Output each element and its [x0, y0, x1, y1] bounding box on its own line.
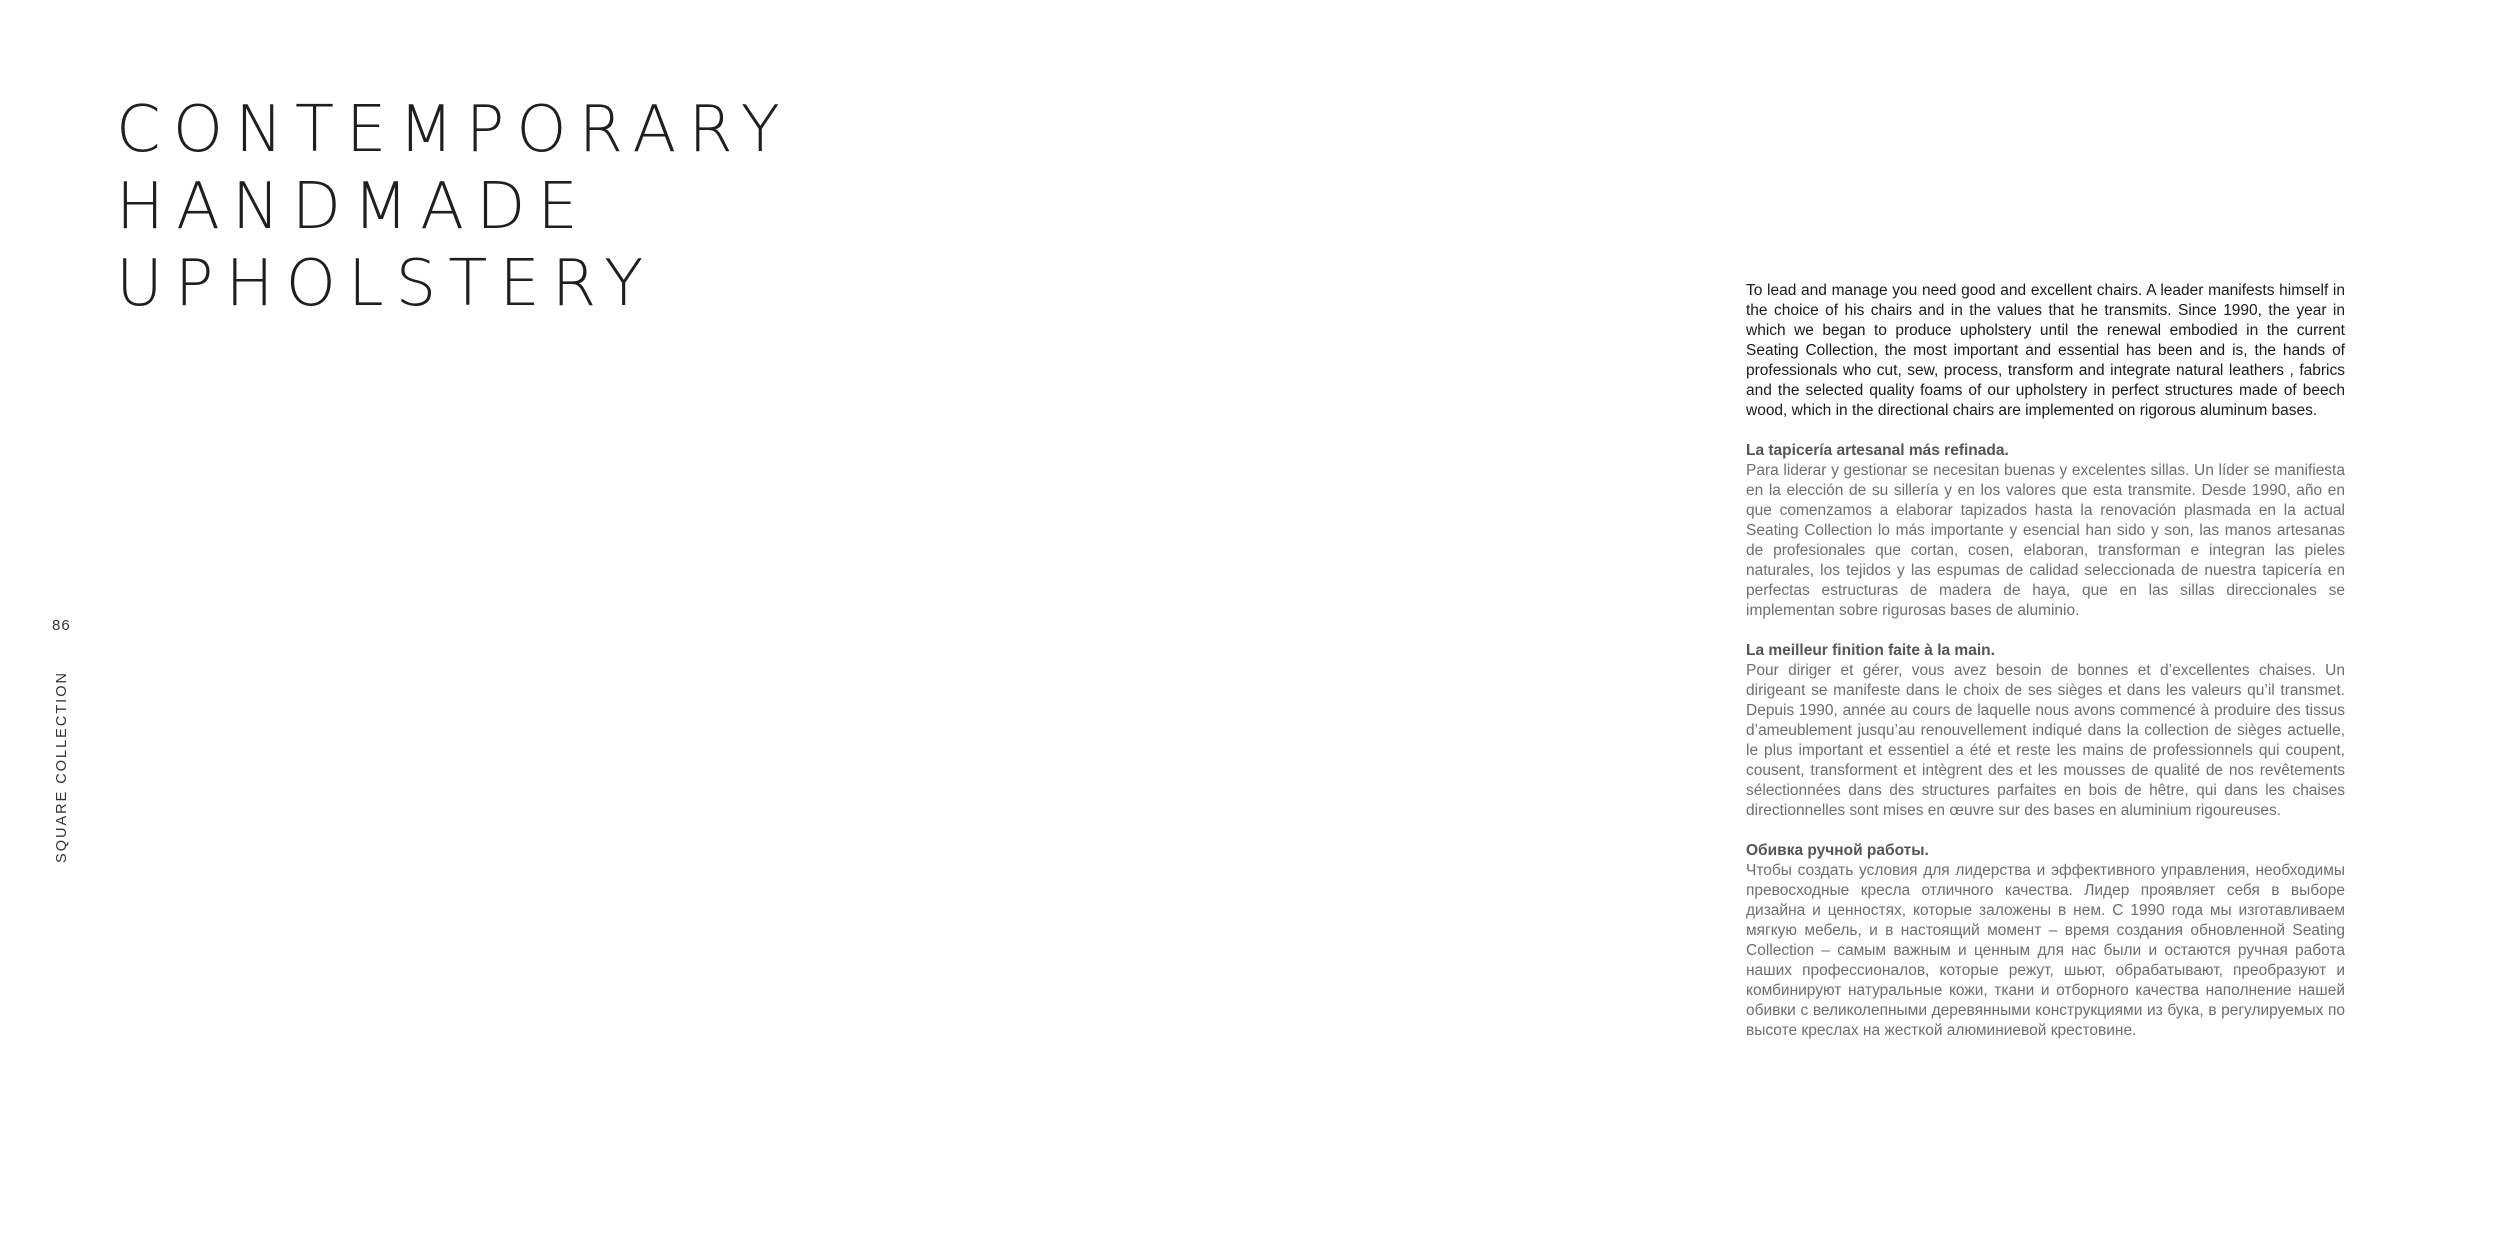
paragraph-russian-body: Чтобы создать условия для лидерства и эффективного управления, необходимы превосходные кресла отличного качества. Лидер проявляет себя в выборе дизайна и ценностях, которые заложены в нем. С 1990 года мы изготавливаем мягкую мебель, и в настоящий момент – время создания обновленной Seating Collection – самым важным и ценным для нас были и остаются ручная работа наших профессионалов, которые режут, шьют, обрабатывают, преобразуют и комбинируют натуральные кожи, ткани и отборного качества наполнение нашей обивки с великолепными деревянными конструкциями из бука, в регулируемых по высоте креслах на жесткой алюминиевой крестовине. — [1746, 862, 2345, 1039]
paragraph-russian — [1746, 841, 2345, 1041]
paragraph-french — [1746, 641, 2345, 821]
text-column — [1746, 281, 2345, 1061]
page-number: 86 — [52, 617, 71, 634]
paragraph-french-body: Pour diriger et gérer, vous avez besoin de bonnes et d’excellentes chaises. Un dirigeant se manifeste dans le choix de ses sièges et dans les valeurs qu’il transmet. Depuis 1990, année au cours de laquelle nous avons commencé à produire des tissus d’ameublement jusqu’au renouvellement indiqué dans la collection de sièges actuelle, le plus important et essentiel a été et reste les mains de professionnels qui coupent, cousent, transforment et intègrent des et les mousses de qualité de nos revêtements sélectionnées dans des structures parfaites en bois de hêtre, qui dans les chaises directionnelles sont mises en œuvre sur des bases en aluminium rigoureuses. — [1746, 662, 2345, 819]
title-line-2: HANDMADE — [116, 170, 590, 244]
page-title — [116, 92, 792, 323]
paragraph-french-heading: La meilleur finition faite à la main. — [1746, 642, 1995, 659]
paragraph-english — [1746, 281, 2345, 421]
paragraph-spanish — [1746, 441, 2345, 621]
paragraph-spanish-heading: La tapicería artesanal más refinada. — [1746, 442, 2009, 459]
paragraph-english-body: To lead and manage you need good and excellent chairs. A leader manifests himself in the choice of his chairs and in the values that he transmits. Since 1990, the year in which we began to produce upholstery until the renewal embodied in the current Seating Collection, the most important and essential has been and is, the hands of professionals who cut, sew, process, transform and integrate natural leathers , fabrics and the selected quality foams of our upholstery in perfect structures made of beech wood, which in the directional chairs are implemented on rigorous aluminum bases. — [1746, 282, 2345, 419]
paragraph-spanish-body: Para liderar y gestionar se necesitan buenas y excelentes sillas. Un líder se manifiesta en la elección de su sillería y en los valores que esta transmite. Desde 1990, año en que comenzamos a elaborar tapizados hasta la renovación plasmada en la actual Seating Collection lo más importante y esencial han sido y son, las manos artesanas de profesionales que cortan, cosen, elaboran, transforman e integran las pieles naturales, los tejidos y las espumas de calidad seleccionada de nuestra tapicería en perfectas estructuras de madera de haya, que en las sillas direccionales se implementan sobre rigurosas bases de aluminio. — [1746, 462, 2345, 619]
paragraph-russian-heading: Обивка ручной работы. — [1746, 842, 1929, 859]
collection-side-label: SQUARE COLLECTION — [54, 671, 70, 863]
title-line-1: CONTEMPORARY — [116, 93, 792, 167]
title-line-3: UPHOLSTERY — [116, 247, 656, 321]
